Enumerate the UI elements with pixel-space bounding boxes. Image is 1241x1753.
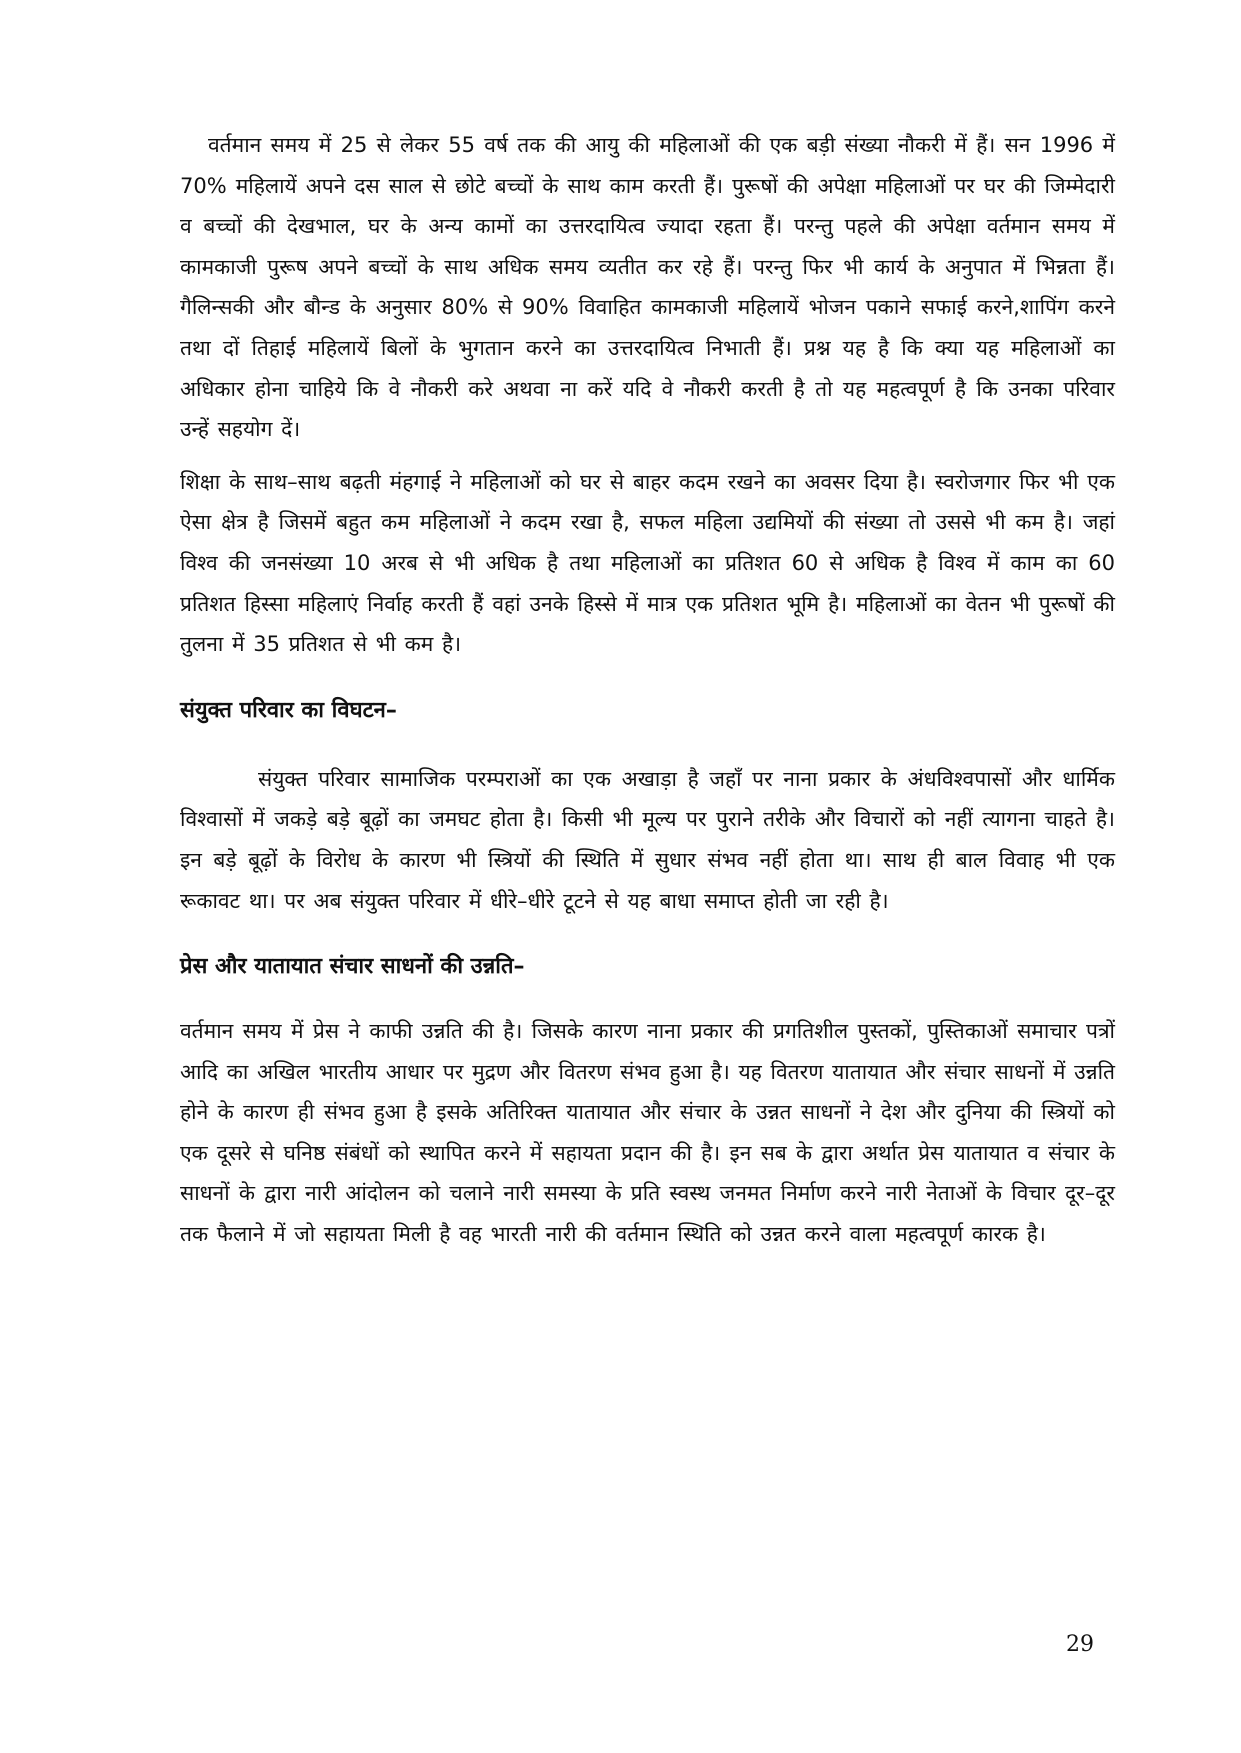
paragraph-working-women: वर्तमान समय में 25 से लेकर 55 वर्ष तक की आयु की महिलाओं की एक बड़ी संख्या नौकरी में हैं। सन 1996 में 70% महिलायें अपने दस साल से छोटे बच्चों के साथ काम करती हैं। पुरूषों की अपेक्षा महिलाओं पर घर की जिम्मेदारी व बच्चों की देखभाल, घर के अन्य कामों का उत्तरदायित्व ज्यादा रहता हैं। परन्तु पहले की अपेक्षा वर्तमान समय में कामकाजी पुरूष अपने बच्चों के साथ अधिक समय व्यतीत कर रहे हैं। परन्तु फिर भी कार्य के अनुपात में भिन्नता हैं। गैलिन्सकी और बौन्ड के अनुसार 80% से 90% विवाहित कामकाजी महिलायें भोजन पकाने सफाई करने,शापिंग करने तथा दों तिहाई महिलायें बिलों के भुगतान करने का उत्तरदायित्व निभाती हैं। प्रश्न यह है कि क्या यह महिलाओं का अधिकार होना चाहिये कि वे नौकरी करे अथवा ना करें यदि वे नौकरी करती है तो यह महत्वपूर्ण है कि उनका परिवार उन्हें सहयोग दें। xyxy=(180,133,1115,442)
page-body xyxy=(180,125,1115,1255)
section-heading-joint-family: संयुक्त परिवार का विघटन– xyxy=(180,697,397,723)
section-heading-wrapper xyxy=(180,947,1115,987)
paragraph-education-inflation: शिक्षा के साथ–साथ बढ़ती मंहगाई ने महिलाओं को घर से बाहर कदम रखने का अवसर दिया है। स्वरोजगार फिर भी एक ऐसा क्षेत्र है जिसमें बहुत कम महिलाओं ने कदम रखा है, सफल महिला उद्यमियों की संख्या तो उससे भी कम है। जहां विश्व की जनसंख्या 10 अरब से भी अधिक है तथा महिलाओं का प्रतिशत 60 से अधिक है विश्व में काम का 60 प्रतिशत हिस्सा महिलाएं निर्वाह करती हैं वहां उनके हिस्से में मात्र एक प्रतिशत भूमि है। महिलाओं का वेतन भी पुरूषों की तुलना में 35 प्रतिशत से भी कम है। xyxy=(180,469,1115,657)
page-number: 29 xyxy=(1066,1632,1094,1657)
section-heading-press-transport: प्रेस और यातायात संचार साधनों की उन्नति– xyxy=(180,954,525,980)
paragraph-joint-family: संयुक्त परिवार सामाजिक परम्पराओं का एक अखाड़ा है जहॉं पर नाना प्रकार के अंधविश्वपासों और धार्मिक विश्वासों में जकड़े बड़े बूढ़ों का जमघट होता है। किसी भी मूल्य पर पुराने तरीके और विचारों को नहीं त्यागना चाहते है। इन बड़े बूढ़ों के विरोध के कारण भी स्त्रियों की स्थिति में सुधार संभव नहीं होता था। साथ ही बाल विवाह भी एक रूकावट था। पर अब संयुक्त परिवार में धीरे–धीरे टूटने से यह बाधा समाप्त होती जा रही है। xyxy=(180,766,1115,913)
paragraph-press-transport: वर्तमान समय में प्रेस ने काफी उन्नति की है। जिसके कारण नाना प्रकार की प्रगतिशील पुस्तकों, पुस्तिकाओं समाचार पत्रों आदि का अखिल भारतीय आधार पर मुद्रण और वितरण संभव हुआ है। यह वितरण यातायात और संचार साधनों में उन्नति होने के कारण ही संभव हुआ है इसके अतिरिक्त यातायात और संचार के उन्नत साधनों ने देश और दुनिया की स्त्रियों को एक दूसरे से घनिष्ठ संबंधों को स्थापित करने में सहायता प्रदान की है। इन सब के द्वारा अर्थात प्रेस यातायात व संचार के साधनों के द्वारा नारी आंदोलन को चलाने नारी समस्या के प्रति स्वस्थ जनमत निर्माण करने नारी नेताओं के विचार दूर–दूर तक फैलाने में जो सहायता मिली है वह भारती नारी की वर्तमान स्थिति को उन्नत करने वाला महत्वपूर्ण कारक है। xyxy=(180,1019,1115,1247)
section-heading-wrapper xyxy=(180,691,1115,731)
